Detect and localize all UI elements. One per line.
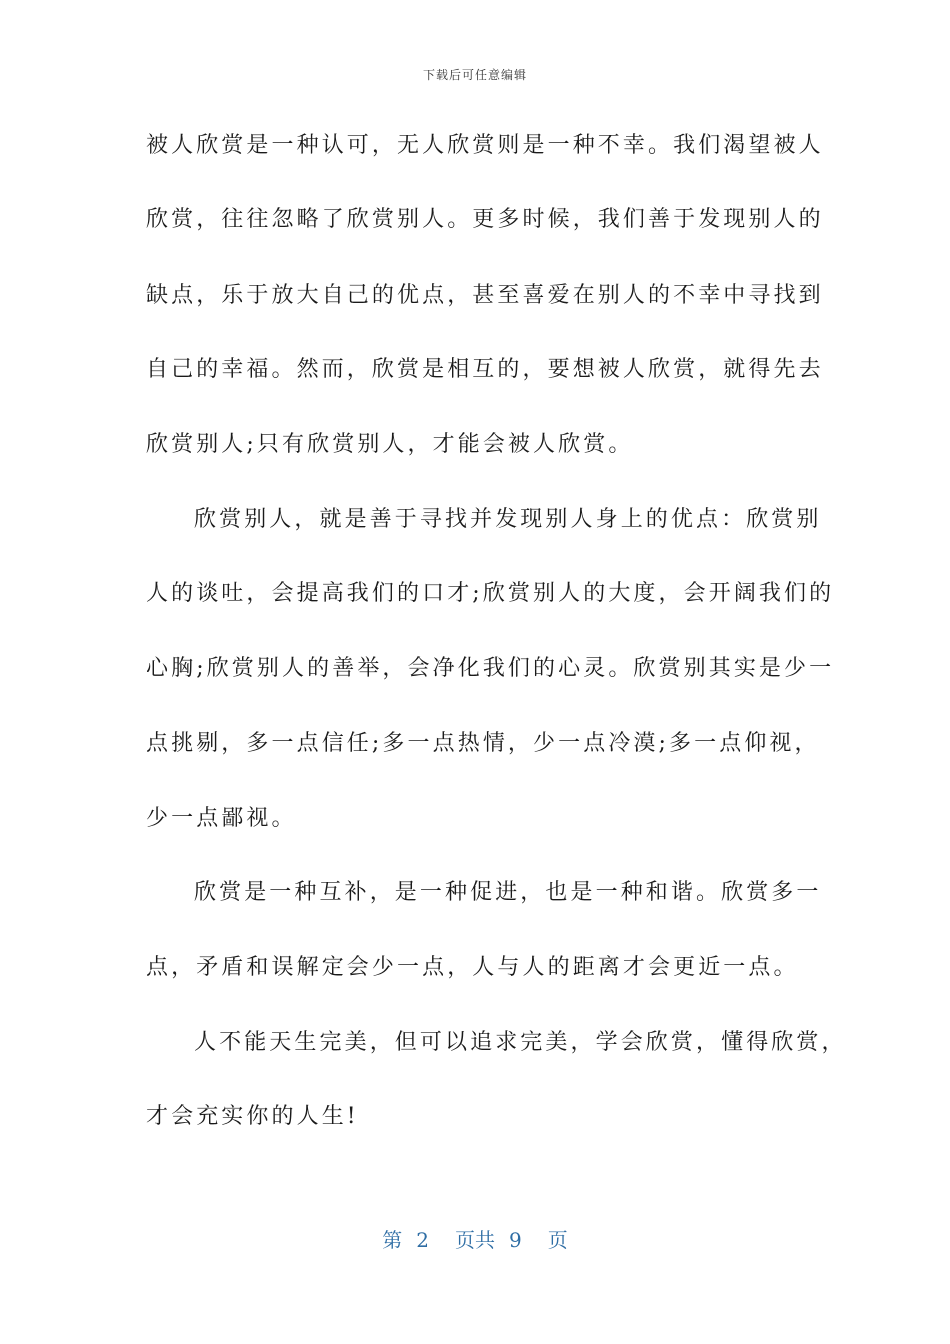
footer-middle: 页共 xyxy=(455,1228,495,1252)
paragraph-4-line-1: 人不能天生完美，但可以追求完美，学会欣赏，懂得欣赏， xyxy=(194,1030,847,1055)
footer-total-pages: 9 xyxy=(509,1228,522,1252)
paragraph-2-line-4: 点挑剔，多一点信任;多一点热情，少一点冷漠;多一点仰视， xyxy=(146,731,820,756)
paragraph-2-line-3: 心胸;欣赏别人的善举，会净化我们的心灵。欣赏别其实是少一 xyxy=(146,656,835,681)
paragraph-4-line-2: 才会充实你的人生! xyxy=(146,1104,359,1129)
page-number-footer xyxy=(0,1224,950,1253)
paragraph-1-line-2: 欣赏，往往忽略了欣赏别人。更多时候，我们善于发现别人的 xyxy=(146,207,824,232)
paragraph-2-line-5: 少一点鄙视。 xyxy=(146,806,297,831)
paragraph-3-line-2: 点，矛盾和误解定会少一点，人与人的距离才会更近一点。 xyxy=(146,955,799,980)
paragraph-3-line-1: 欣赏是一种互补，是一种促进，也是一种和谐。欣赏多一 xyxy=(194,880,822,905)
paragraph-1-line-4: 自己的幸福。然而，欣赏是相互的，要想被人欣赏，就得先去 xyxy=(146,357,824,382)
paragraph-1-line-1: 被人欣赏是一种认可，无人欣赏则是一种不幸。我们渴望被人 xyxy=(146,133,824,158)
page-header-note: 下载后可任意编辑 xyxy=(422,68,527,82)
paragraph-1-line-3: 缺点，乐于放大自己的优点，甚至喜爱在别人的不幸中寻找到 xyxy=(146,283,824,308)
footer-prefix: 第 xyxy=(382,1228,403,1252)
paragraph-2-line-1: 欣赏别人，就是善于寻找并发现别人身上的优点：欣赏别 xyxy=(194,507,822,532)
footer-suffix: 页 xyxy=(547,1228,568,1252)
footer-current-page: 2 xyxy=(416,1228,429,1252)
paragraph-1-line-5: 欣赏别人;只有欣赏别人，才能会被人欣赏。 xyxy=(146,432,634,457)
paragraph-2-line-2: 人的谈吐，会提高我们的口才;欣赏别人的大度，会开阔我们的 xyxy=(146,581,835,606)
